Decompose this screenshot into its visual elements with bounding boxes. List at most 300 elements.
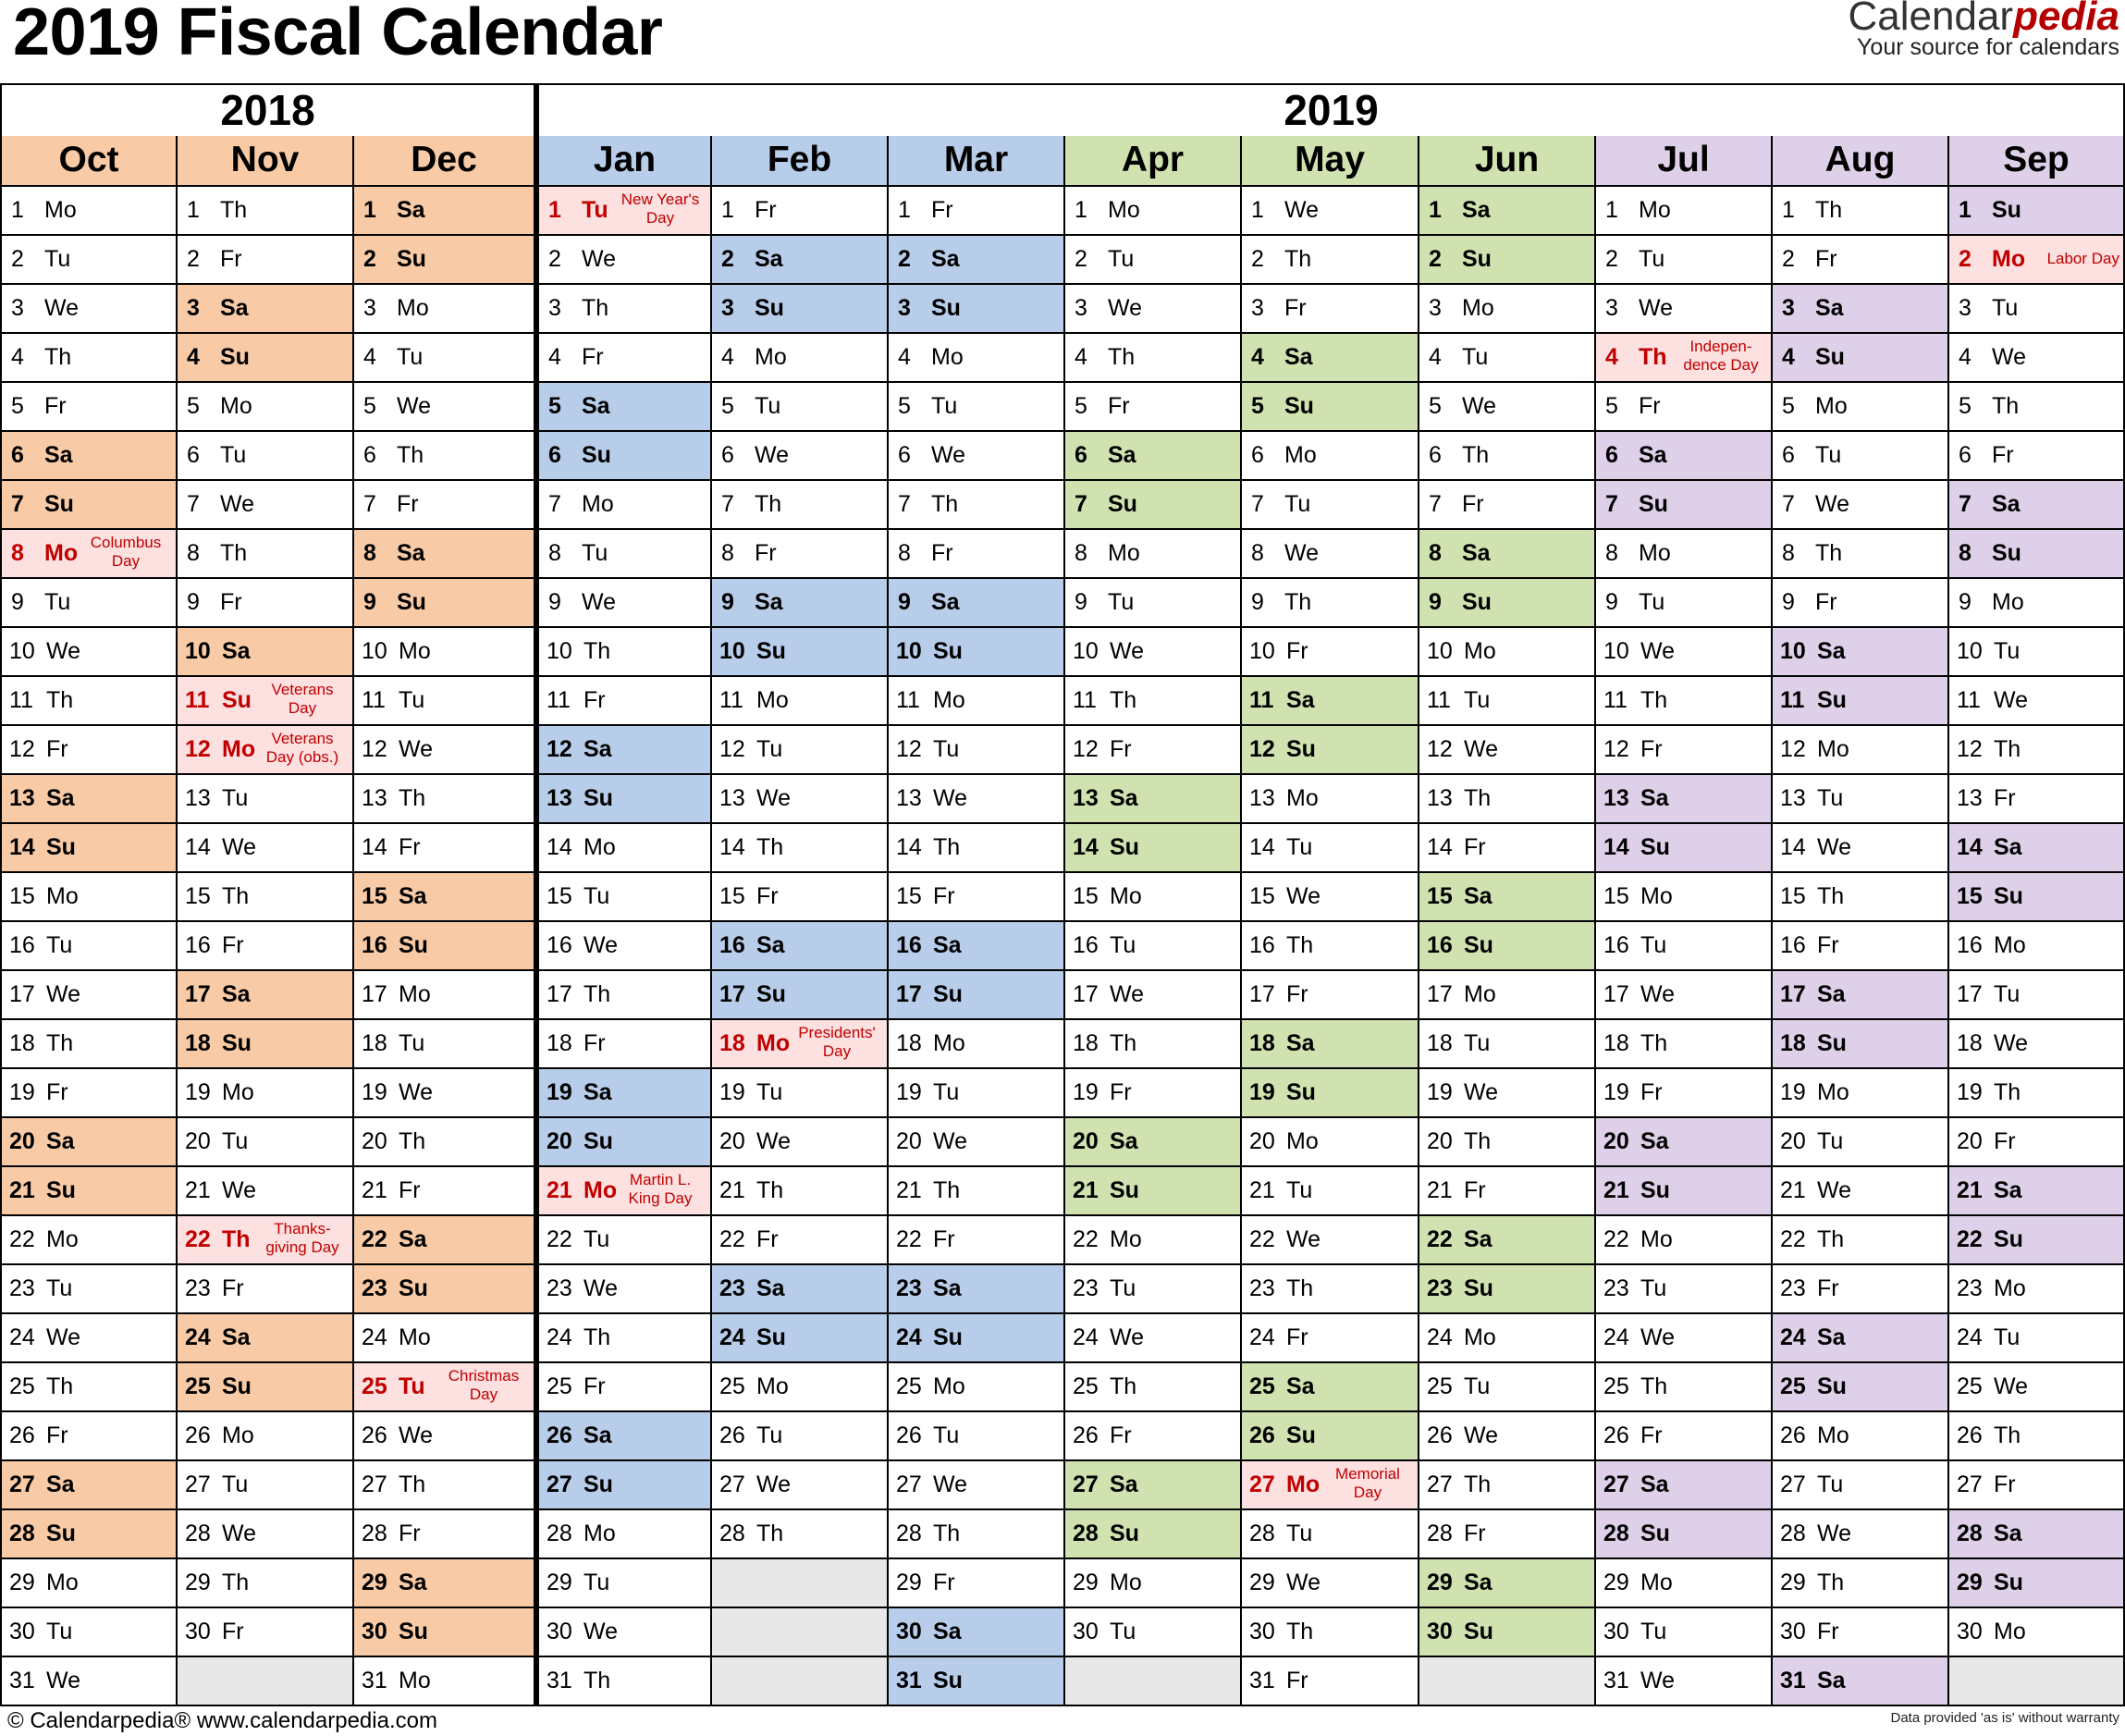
day-cell[interactable] bbox=[0, 285, 178, 334]
day-cell[interactable] bbox=[1419, 1461, 1596, 1510]
day-cell[interactable] bbox=[0, 383, 178, 432]
day-cell[interactable] bbox=[354, 922, 535, 971]
day-cell[interactable] bbox=[1596, 677, 1773, 726]
day-cell[interactable] bbox=[0, 1363, 178, 1412]
day-cell[interactable] bbox=[1419, 873, 1596, 922]
day-cell[interactable] bbox=[1242, 1608, 1419, 1657]
day-cell[interactable] bbox=[0, 432, 178, 481]
day-cell[interactable] bbox=[1596, 1314, 1773, 1363]
day-cell[interactable] bbox=[1242, 726, 1419, 775]
day-cell[interactable] bbox=[1065, 1069, 1242, 1118]
day-cell[interactable] bbox=[712, 334, 889, 383]
day-cell[interactable] bbox=[1773, 726, 1949, 775]
day-cell[interactable] bbox=[1065, 971, 1242, 1020]
day-cell[interactable] bbox=[178, 1020, 354, 1069]
day-cell[interactable] bbox=[354, 481, 535, 530]
day-cell[interactable] bbox=[535, 432, 712, 481]
day-cell[interactable] bbox=[1596, 187, 1773, 236]
day-cell[interactable] bbox=[1419, 1608, 1596, 1657]
day-cell[interactable] bbox=[1949, 1020, 2125, 1069]
day-cell[interactable] bbox=[712, 1412, 889, 1461]
day-cell[interactable] bbox=[1419, 530, 1596, 579]
day-cell[interactable] bbox=[1596, 383, 1773, 432]
day-cell[interactable] bbox=[1773, 1265, 1949, 1314]
day-cell[interactable] bbox=[1773, 1559, 1949, 1608]
day-cell[interactable] bbox=[1419, 1118, 1596, 1167]
day-cell[interactable] bbox=[889, 1657, 1065, 1706]
day-cell[interactable] bbox=[535, 1559, 712, 1608]
day-cell[interactable] bbox=[535, 873, 712, 922]
day-cell[interactable] bbox=[889, 1559, 1065, 1608]
day-cell[interactable] bbox=[178, 628, 354, 677]
day-cell[interactable] bbox=[1596, 1510, 1773, 1559]
day-cell[interactable] bbox=[0, 481, 178, 530]
day-cell[interactable] bbox=[1949, 187, 2125, 236]
day-cell[interactable] bbox=[1773, 236, 1949, 285]
day-cell[interactable] bbox=[0, 726, 178, 775]
day-cell[interactable] bbox=[0, 1461, 178, 1510]
day-cell[interactable] bbox=[535, 1069, 712, 1118]
day-cell[interactable] bbox=[178, 236, 354, 285]
day-cell[interactable] bbox=[1773, 383, 1949, 432]
day-cell[interactable] bbox=[889, 628, 1065, 677]
day-cell[interactable] bbox=[535, 1363, 712, 1412]
day-cell[interactable] bbox=[1065, 530, 1242, 579]
day-cell[interactable] bbox=[0, 187, 178, 236]
day-cell[interactable] bbox=[1242, 530, 1419, 579]
day-cell[interactable] bbox=[0, 530, 178, 579]
day-cell[interactable] bbox=[889, 677, 1065, 726]
day-cell[interactable] bbox=[1596, 971, 1773, 1020]
day-cell[interactable] bbox=[0, 1069, 178, 1118]
day-cell[interactable] bbox=[1419, 236, 1596, 285]
day-cell[interactable] bbox=[712, 1265, 889, 1314]
day-cell[interactable] bbox=[712, 383, 889, 432]
day-cell[interactable] bbox=[1065, 1461, 1242, 1510]
day-cell[interactable] bbox=[889, 579, 1065, 628]
day-cell[interactable] bbox=[354, 775, 535, 824]
day-cell[interactable] bbox=[889, 432, 1065, 481]
day-cell[interactable] bbox=[354, 432, 535, 481]
day-cell[interactable] bbox=[712, 1020, 889, 1069]
day-cell[interactable] bbox=[1949, 1167, 2125, 1216]
day-cell[interactable] bbox=[0, 628, 178, 677]
brand-logo[interactable] bbox=[1849, 0, 2119, 61]
day-cell[interactable] bbox=[354, 1118, 535, 1167]
day-cell[interactable] bbox=[712, 1069, 889, 1118]
day-cell[interactable] bbox=[354, 1265, 535, 1314]
day-cell[interactable] bbox=[1242, 824, 1419, 873]
day-cell[interactable] bbox=[354, 971, 535, 1020]
day-cell[interactable] bbox=[535, 726, 712, 775]
day-cell[interactable] bbox=[1242, 236, 1419, 285]
day-cell[interactable] bbox=[712, 285, 889, 334]
day-cell[interactable] bbox=[1242, 1314, 1419, 1363]
day-cell[interactable] bbox=[1419, 579, 1596, 628]
day-cell[interactable] bbox=[1242, 1118, 1419, 1167]
day-cell[interactable] bbox=[889, 1608, 1065, 1657]
day-cell[interactable] bbox=[1949, 971, 2125, 1020]
day-cell[interactable] bbox=[1419, 677, 1596, 726]
day-cell[interactable] bbox=[354, 1020, 535, 1069]
day-cell[interactable] bbox=[1596, 530, 1773, 579]
day-cell[interactable] bbox=[1773, 628, 1949, 677]
day-cell[interactable] bbox=[535, 677, 712, 726]
day-cell[interactable] bbox=[889, 873, 1065, 922]
day-cell[interactable] bbox=[1773, 1510, 1949, 1559]
day-cell[interactable] bbox=[1242, 775, 1419, 824]
day-cell[interactable] bbox=[1949, 1069, 2125, 1118]
day-cell[interactable] bbox=[1242, 1167, 1419, 1216]
day-cell[interactable] bbox=[1242, 1559, 1419, 1608]
day-cell[interactable] bbox=[1596, 726, 1773, 775]
day-cell[interactable] bbox=[712, 824, 889, 873]
day-cell[interactable] bbox=[178, 187, 354, 236]
day-cell[interactable] bbox=[1419, 1020, 1596, 1069]
day-cell[interactable] bbox=[1065, 1265, 1242, 1314]
day-cell[interactable] bbox=[0, 1559, 178, 1608]
day-cell[interactable] bbox=[1065, 628, 1242, 677]
day-cell[interactable] bbox=[1949, 628, 2125, 677]
day-cell[interactable] bbox=[535, 383, 712, 432]
day-cell[interactable] bbox=[1419, 1314, 1596, 1363]
day-cell[interactable] bbox=[0, 236, 178, 285]
day-cell[interactable] bbox=[1949, 530, 2125, 579]
day-cell[interactable] bbox=[1596, 481, 1773, 530]
day-cell[interactable] bbox=[1773, 922, 1949, 971]
day-cell[interactable] bbox=[1065, 1314, 1242, 1363]
day-cell[interactable] bbox=[178, 1167, 354, 1216]
day-cell[interactable] bbox=[1419, 726, 1596, 775]
day-cell[interactable] bbox=[1065, 873, 1242, 922]
day-cell[interactable] bbox=[889, 1510, 1065, 1559]
day-cell[interactable] bbox=[889, 1118, 1065, 1167]
day-cell[interactable] bbox=[889, 1314, 1065, 1363]
day-cell[interactable] bbox=[1949, 383, 2125, 432]
day-cell[interactable] bbox=[1242, 1657, 1419, 1706]
day-cell[interactable] bbox=[1065, 775, 1242, 824]
day-cell[interactable] bbox=[712, 236, 889, 285]
day-cell[interactable] bbox=[0, 775, 178, 824]
day-cell[interactable] bbox=[1596, 824, 1773, 873]
day-cell[interactable] bbox=[1596, 1020, 1773, 1069]
day-cell[interactable] bbox=[354, 1167, 535, 1216]
day-cell[interactable] bbox=[1242, 1265, 1419, 1314]
day-cell[interactable] bbox=[178, 1216, 354, 1265]
day-cell[interactable] bbox=[1596, 1461, 1773, 1510]
day-cell[interactable] bbox=[178, 775, 354, 824]
day-cell[interactable] bbox=[1065, 1510, 1242, 1559]
day-cell[interactable] bbox=[0, 1314, 178, 1363]
day-cell[interactable] bbox=[1242, 1412, 1419, 1461]
day-cell[interactable] bbox=[712, 432, 889, 481]
day-cell[interactable] bbox=[0, 1510, 178, 1559]
day-cell[interactable] bbox=[889, 1069, 1065, 1118]
day-cell[interactable] bbox=[0, 1020, 178, 1069]
day-cell[interactable] bbox=[1419, 432, 1596, 481]
day-cell[interactable] bbox=[712, 1510, 889, 1559]
day-cell[interactable] bbox=[0, 1167, 178, 1216]
day-cell[interactable] bbox=[535, 530, 712, 579]
day-cell[interactable] bbox=[354, 1608, 535, 1657]
day-cell[interactable] bbox=[178, 824, 354, 873]
day-cell[interactable] bbox=[354, 1314, 535, 1363]
day-cell[interactable] bbox=[535, 285, 712, 334]
day-cell[interactable] bbox=[1773, 530, 1949, 579]
day-cell[interactable] bbox=[354, 579, 535, 628]
day-cell[interactable] bbox=[178, 1412, 354, 1461]
day-cell[interactable] bbox=[178, 334, 354, 383]
day-cell[interactable] bbox=[1419, 1559, 1596, 1608]
day-cell[interactable] bbox=[1065, 1167, 1242, 1216]
day-cell[interactable] bbox=[354, 1363, 535, 1412]
day-cell[interactable] bbox=[1065, 677, 1242, 726]
day-cell[interactable] bbox=[1242, 1461, 1419, 1510]
day-cell[interactable] bbox=[1065, 922, 1242, 971]
day-cell[interactable] bbox=[1949, 1608, 2125, 1657]
day-cell[interactable] bbox=[1773, 1118, 1949, 1167]
day-cell[interactable] bbox=[889, 481, 1065, 530]
day-cell[interactable] bbox=[535, 1608, 712, 1657]
day-cell[interactable] bbox=[1065, 1363, 1242, 1412]
day-cell[interactable] bbox=[1596, 1265, 1773, 1314]
day-cell[interactable] bbox=[354, 1559, 535, 1608]
day-cell[interactable] bbox=[1242, 1363, 1419, 1412]
day-cell[interactable] bbox=[712, 628, 889, 677]
day-cell[interactable] bbox=[178, 481, 354, 530]
day-cell[interactable] bbox=[1596, 1363, 1773, 1412]
day-cell[interactable] bbox=[1419, 922, 1596, 971]
day-cell[interactable] bbox=[354, 726, 535, 775]
day-cell[interactable] bbox=[0, 334, 178, 383]
day-cell[interactable] bbox=[0, 677, 178, 726]
day-cell[interactable] bbox=[178, 432, 354, 481]
day-cell[interactable] bbox=[1773, 824, 1949, 873]
day-cell[interactable] bbox=[1596, 1412, 1773, 1461]
day-cell[interactable] bbox=[0, 1216, 178, 1265]
day-cell[interactable] bbox=[1949, 481, 2125, 530]
day-cell[interactable] bbox=[354, 187, 535, 236]
day-cell[interactable] bbox=[1242, 579, 1419, 628]
day-cell[interactable] bbox=[178, 1363, 354, 1412]
day-cell[interactable] bbox=[0, 1608, 178, 1657]
day-cell[interactable] bbox=[0, 922, 178, 971]
day-cell[interactable] bbox=[1773, 285, 1949, 334]
day-cell[interactable] bbox=[178, 726, 354, 775]
day-cell[interactable] bbox=[178, 677, 354, 726]
day-cell[interactable] bbox=[889, 971, 1065, 1020]
day-cell[interactable] bbox=[712, 726, 889, 775]
day-cell[interactable] bbox=[889, 334, 1065, 383]
day-cell[interactable] bbox=[1419, 1069, 1596, 1118]
day-cell[interactable] bbox=[889, 1461, 1065, 1510]
day-cell[interactable] bbox=[178, 1559, 354, 1608]
day-cell[interactable] bbox=[0, 1118, 178, 1167]
day-cell[interactable] bbox=[1773, 1069, 1949, 1118]
day-cell[interactable] bbox=[354, 334, 535, 383]
day-cell[interactable] bbox=[354, 1657, 535, 1706]
day-cell[interactable] bbox=[1419, 971, 1596, 1020]
day-cell[interactable] bbox=[1242, 285, 1419, 334]
day-cell[interactable] bbox=[1773, 775, 1949, 824]
day-cell[interactable] bbox=[354, 285, 535, 334]
day-cell[interactable] bbox=[178, 1265, 354, 1314]
day-cell[interactable] bbox=[712, 873, 889, 922]
day-cell[interactable] bbox=[889, 1167, 1065, 1216]
day-cell[interactable] bbox=[354, 677, 535, 726]
day-cell[interactable] bbox=[535, 1510, 712, 1559]
day-cell[interactable] bbox=[535, 971, 712, 1020]
day-cell[interactable] bbox=[1065, 334, 1242, 383]
day-cell[interactable] bbox=[0, 971, 178, 1020]
day-cell[interactable] bbox=[535, 1216, 712, 1265]
day-cell[interactable] bbox=[889, 726, 1065, 775]
day-cell[interactable] bbox=[1242, 677, 1419, 726]
day-cell[interactable] bbox=[1773, 481, 1949, 530]
day-cell[interactable] bbox=[1596, 1559, 1773, 1608]
day-cell[interactable] bbox=[712, 1461, 889, 1510]
day-cell[interactable] bbox=[354, 628, 535, 677]
day-cell[interactable] bbox=[1419, 1412, 1596, 1461]
day-cell[interactable] bbox=[0, 1265, 178, 1314]
day-cell[interactable] bbox=[1596, 775, 1773, 824]
day-cell[interactable] bbox=[354, 1216, 535, 1265]
day-cell[interactable] bbox=[535, 1412, 712, 1461]
day-cell[interactable] bbox=[889, 236, 1065, 285]
day-cell[interactable] bbox=[1596, 432, 1773, 481]
day-cell[interactable] bbox=[1949, 1216, 2125, 1265]
day-cell[interactable] bbox=[0, 873, 178, 922]
day-cell[interactable] bbox=[354, 1510, 535, 1559]
day-cell[interactable] bbox=[1949, 1363, 2125, 1412]
day-cell[interactable] bbox=[1596, 334, 1773, 383]
day-cell[interactable] bbox=[1949, 285, 2125, 334]
day-cell[interactable] bbox=[1949, 1265, 2125, 1314]
day-cell[interactable] bbox=[1242, 383, 1419, 432]
day-cell[interactable] bbox=[1065, 236, 1242, 285]
day-cell[interactable] bbox=[1242, 1020, 1419, 1069]
day-cell[interactable] bbox=[535, 628, 712, 677]
day-cell[interactable] bbox=[1065, 726, 1242, 775]
day-cell[interactable] bbox=[535, 481, 712, 530]
day-cell[interactable] bbox=[535, 1020, 712, 1069]
day-cell[interactable] bbox=[178, 971, 354, 1020]
day-cell[interactable] bbox=[712, 1314, 889, 1363]
day-cell[interactable] bbox=[889, 1216, 1065, 1265]
day-cell[interactable] bbox=[535, 1265, 712, 1314]
day-cell[interactable] bbox=[1065, 383, 1242, 432]
day-cell[interactable] bbox=[1949, 873, 2125, 922]
day-cell[interactable] bbox=[1419, 824, 1596, 873]
day-cell[interactable] bbox=[1065, 1020, 1242, 1069]
day-cell[interactable] bbox=[1419, 1216, 1596, 1265]
day-cell[interactable] bbox=[712, 1363, 889, 1412]
day-cell[interactable] bbox=[1065, 579, 1242, 628]
day-cell[interactable] bbox=[535, 236, 712, 285]
day-cell[interactable] bbox=[178, 579, 354, 628]
day-cell[interactable] bbox=[712, 187, 889, 236]
day-cell[interactable] bbox=[712, 677, 889, 726]
day-cell[interactable] bbox=[1773, 187, 1949, 236]
day-cell[interactable] bbox=[178, 383, 354, 432]
day-cell[interactable] bbox=[1596, 579, 1773, 628]
day-cell[interactable] bbox=[178, 1118, 354, 1167]
day-cell[interactable] bbox=[1949, 334, 2125, 383]
day-cell[interactable] bbox=[1419, 1265, 1596, 1314]
day-cell[interactable] bbox=[889, 824, 1065, 873]
day-cell[interactable] bbox=[712, 971, 889, 1020]
day-cell[interactable] bbox=[1065, 1118, 1242, 1167]
day-cell[interactable] bbox=[535, 187, 712, 236]
day-cell[interactable] bbox=[1773, 1216, 1949, 1265]
day-cell[interactable] bbox=[1242, 628, 1419, 677]
day-cell[interactable] bbox=[1596, 922, 1773, 971]
day-cell[interactable] bbox=[1773, 1461, 1949, 1510]
day-cell[interactable] bbox=[1065, 1559, 1242, 1608]
day-cell[interactable] bbox=[354, 1412, 535, 1461]
day-cell[interactable] bbox=[1949, 1314, 2125, 1363]
day-cell[interactable] bbox=[0, 1412, 178, 1461]
day-cell[interactable] bbox=[889, 530, 1065, 579]
day-cell[interactable] bbox=[889, 922, 1065, 971]
day-cell[interactable] bbox=[1596, 1118, 1773, 1167]
day-cell[interactable] bbox=[712, 1118, 889, 1167]
day-cell[interactable] bbox=[1242, 187, 1419, 236]
day-cell[interactable] bbox=[354, 873, 535, 922]
day-cell[interactable] bbox=[1419, 285, 1596, 334]
day-cell[interactable] bbox=[178, 285, 354, 334]
day-cell[interactable] bbox=[1596, 628, 1773, 677]
day-cell[interactable] bbox=[535, 334, 712, 383]
day-cell[interactable] bbox=[354, 1069, 535, 1118]
day-cell[interactable] bbox=[1596, 873, 1773, 922]
day-cell[interactable] bbox=[178, 1314, 354, 1363]
day-cell[interactable] bbox=[1065, 285, 1242, 334]
day-cell[interactable] bbox=[1242, 334, 1419, 383]
day-cell[interactable] bbox=[1242, 873, 1419, 922]
day-cell[interactable] bbox=[1065, 187, 1242, 236]
day-cell[interactable] bbox=[1419, 628, 1596, 677]
day-cell[interactable] bbox=[1773, 1657, 1949, 1706]
day-cell[interactable] bbox=[1773, 971, 1949, 1020]
day-cell[interactable] bbox=[889, 383, 1065, 432]
day-cell[interactable] bbox=[535, 775, 712, 824]
day-cell[interactable] bbox=[535, 1118, 712, 1167]
day-cell[interactable] bbox=[1596, 1608, 1773, 1657]
day-cell[interactable] bbox=[889, 1363, 1065, 1412]
day-cell[interactable] bbox=[1065, 1608, 1242, 1657]
day-cell[interactable] bbox=[535, 1314, 712, 1363]
day-cell[interactable] bbox=[535, 1657, 712, 1706]
day-cell[interactable] bbox=[1773, 677, 1949, 726]
day-cell[interactable] bbox=[1773, 1412, 1949, 1461]
day-cell[interactable] bbox=[889, 187, 1065, 236]
day-cell[interactable] bbox=[1596, 285, 1773, 334]
day-cell[interactable] bbox=[1242, 481, 1419, 530]
day-cell[interactable] bbox=[712, 922, 889, 971]
day-cell[interactable] bbox=[0, 1657, 178, 1706]
day-cell[interactable] bbox=[1949, 1510, 2125, 1559]
day-cell[interactable] bbox=[1949, 922, 2125, 971]
day-cell[interactable] bbox=[712, 530, 889, 579]
day-cell[interactable] bbox=[1949, 1412, 2125, 1461]
day-cell[interactable] bbox=[0, 579, 178, 628]
day-cell[interactable] bbox=[0, 824, 178, 873]
day-cell[interactable] bbox=[712, 1167, 889, 1216]
day-cell[interactable] bbox=[178, 1461, 354, 1510]
day-cell[interactable] bbox=[1065, 481, 1242, 530]
day-cell[interactable] bbox=[1596, 1167, 1773, 1216]
